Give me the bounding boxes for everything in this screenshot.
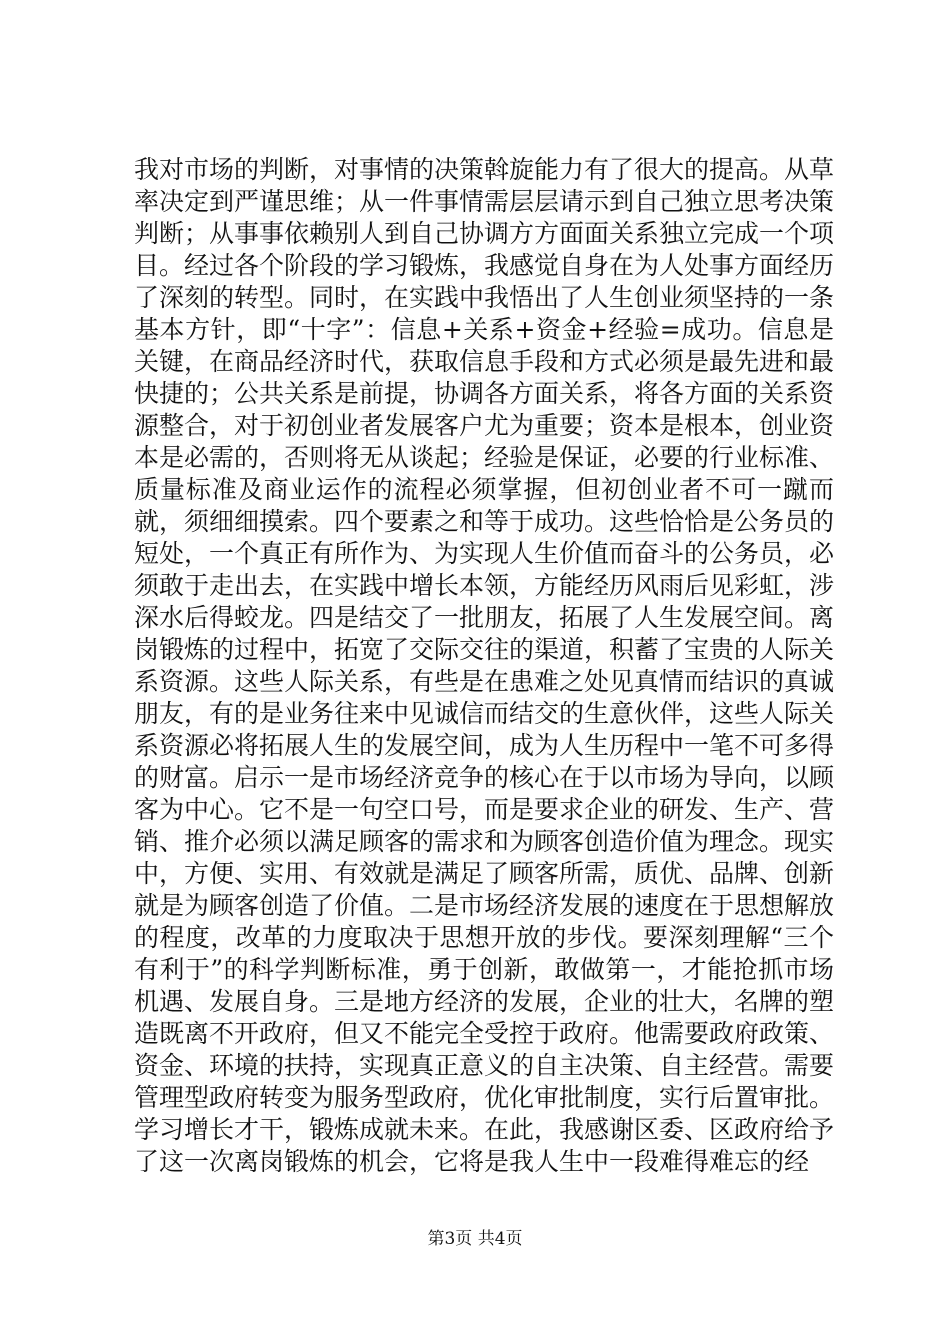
body-paragraph: 我对市场的判断，对事情的决策斡旋能力有了很大的提高。从草率决定到严谨思维；从一件事情需层层请示到自己独立思考决策判断；从事事依赖别人到自己协调方方面面关系独立完成一个项目。经过各个阶段的学习锻炼，我感觉自身在为人处事方面经历了深刻的转型。同时，在实践中我悟出了人生创业须坚持的一条基本方针，即“十字”：信息+关系+资金+经验=成功。信息是关键，在商品经济时代，获取信息手段和方式必须是最先进和最快捷的；公共关系是前提，协调各方面关系，将各方面的关系资源整合，对于初创业者发展客户尤为重要；资本是根本，创业资本是必需的，否则将无从谈起；经验是保证，必要的行业标准、质量标准及商业运作的流程必须掌握，但初创业者不可一蹴而就，须细细摸索。四个要素之和等于成功。这些恰恰是公务员的短处，一个真正有所作为、为实现人生价值而奋斗的公务员，必须敢于走出去，在实践中增长本领，方能经历风雨后见彩虹，涉深水后得蛟龙。四是结交了一批朋友，拓展了人生发展空间。离岗锻炼的过程中，拓宽了交际交往的渠道，积蓄了宝贵的人际关系资源。这些人际关系，有些是在患难之处见真情而结识的真诚朋友，有的是业务往来中见诚信而结交的生意伙伴，这些人际关系资源必将拓展人生的发展空间，成为人生历程中一笔不可多得的财富。启示一是市场经济竞争的核心在于以市场为导向，以顾客为中心。它不是一句空口号，而是要求企业的研发、生产、营销、推介必须以满足顾客的需求和为顾客创造价值为理念。现实中，方便、实用、有效就是满足了顾客所需，质优、品牌、创新就是为顾客创造了价值。二是市场经济发展的速度在于思想解放的程度，改革的力度取决于思想开放的步伐。要深刻理解“三个有利于”的科学判断标准，勇于创新，敢做第一，才能抢抓市场机遇、发展自身。三是地方经济的发展，企业的壮大，名牌的塑造既离不开政府，但又不能完全受控于政府。他需要政府政策、资金、环境的扶持，实现真正意义的自主决策、自主经营。需要管理型政府转变为服务型政府，优化审批制度，实行后置审批。学习增长才干，锻炼成就未来。在此，我感谢区委、区政府给予了这一次离岗锻炼的机会，它将是我人生中一段难得难忘的经 [134, 155, 835, 1176]
page-footer: 第3页 共4页 [427, 1229, 523, 1249]
